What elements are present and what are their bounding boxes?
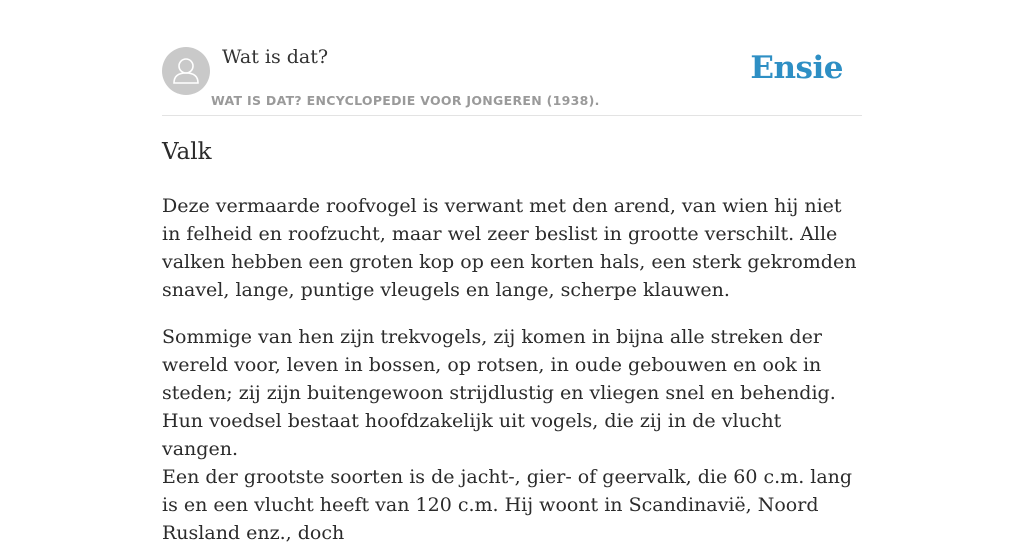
source-subtitle[interactable]: WAT IS DAT? ENCYCLOPEDIE VOOR JONGEREN (1938). [211,93,600,108]
entry-header [162,0,862,116]
article-headword: Valk [162,139,212,165]
brand-logo[interactable]: Ensie [750,50,843,86]
page-content [162,0,862,544]
article-paragraph-2: Sommige van hen zijn trekvogels, zij komen in bijna alle streken der wereld voor, leven in bossen, op rotsen, in oude gebouwen en ook in steden; zij zijn buitengewoon strijdlustig en vliegen snel en behendig. Hun voedsel bestaat hoofdzakelijk uit vogels, die zij in de vlucht vangen. [162,326,836,460]
article-paragraph-1: Deze vermaarde roofvogel is verwant met den arend, van wien hij niet in felheid en roofzucht, maar wel zeer beslist in grootte verschilt. Alle valken hebben een groten kop op een korten hals, een sterk gekromden snavel, lange, puntige vleugels en lange, scherpe klauwen. [162,195,857,301]
article-paragraph-3: Een der grootste soorten is de jacht-, gier- of geervalk, die 60 c.m. lang is en een vlucht heeft van 120 c.m. Hij woont in Scandinavië, Noord Rusland enz., doch [162,466,853,544]
user-silhouette-icon [162,47,210,95]
user-avatar-icon[interactable] [162,47,210,95]
source-title[interactable]: Wat is dat? [222,46,329,68]
